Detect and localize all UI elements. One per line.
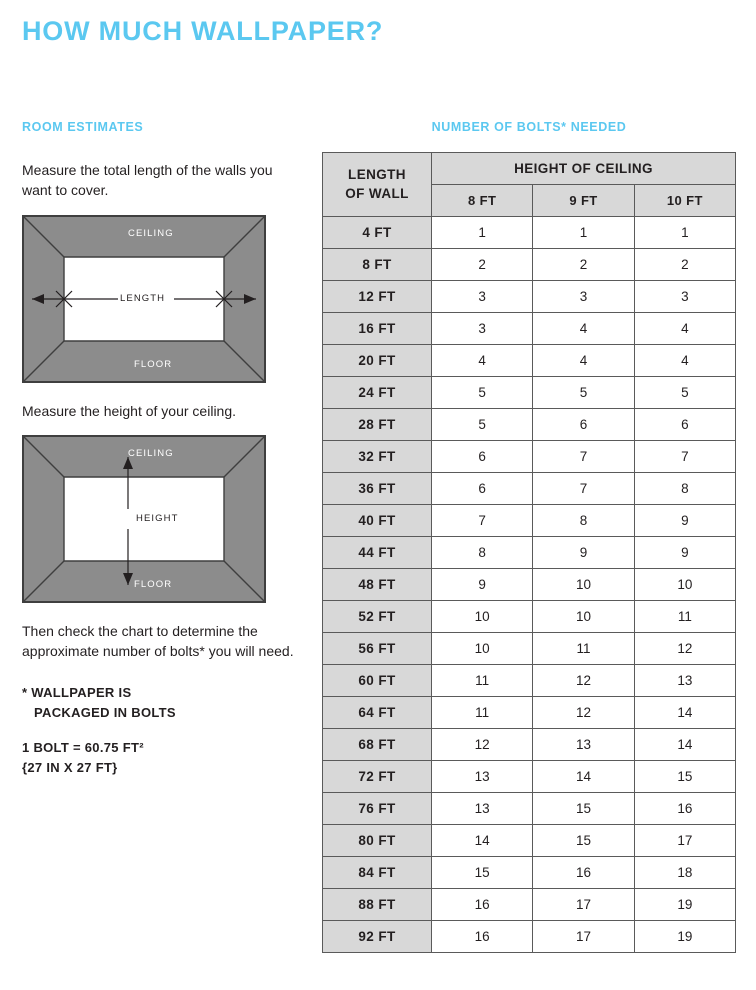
row-header: 84 FT [323,857,432,889]
bolts-chart-section [322,120,736,953]
cell-10ft: 2 [634,249,735,281]
table-header-row-1 [323,153,736,185]
row-header: 36 FT [323,473,432,505]
cell-10ft: 14 [634,697,735,729]
bolts-chart-heading: NUMBER OF BOLTS* NEEDED [431,120,627,134]
cell-10ft: 4 [634,313,735,345]
table-row [323,569,736,601]
cell-10ft: 19 [634,921,735,953]
column-header-9ft: 9 FT [533,185,634,217]
cell-8ft: 16 [432,889,533,921]
cell-10ft: 15 [634,761,735,793]
table-row [323,409,736,441]
cell-8ft: 14 [432,825,533,857]
cell-10ft: 10 [634,569,735,601]
instruction-measure-length: Measure the total length of the walls you want to cover. [22,162,273,199]
cell-8ft: 10 [432,633,533,665]
cell-10ft: 9 [634,537,735,569]
row-header: 16 FT [323,313,432,345]
table-row [323,505,736,537]
cell-9ft: 14 [533,761,634,793]
cell-8ft: 13 [432,761,533,793]
cell-8ft: 15 [432,857,533,889]
footnote-title [22,683,294,722]
cell-8ft: 4 [432,345,533,377]
diagram-length-floor-label: FLOOR [134,358,173,370]
table-row [323,281,736,313]
row-header: 68 FT [323,729,432,761]
table-row [323,249,736,281]
table-row [323,633,736,665]
cell-8ft: 3 [432,313,533,345]
cell-9ft: 3 [533,281,634,313]
cell-10ft: 18 [634,857,735,889]
row-header: 88 FT [323,889,432,921]
table-row [323,761,736,793]
cell-8ft: 1 [432,217,533,249]
diagram-height-floor-label: FLOOR [134,578,173,590]
room-estimates-section [22,120,294,777]
table-corner-header [323,153,432,217]
cell-10ft: 11 [634,601,735,633]
row-header: 56 FT [323,633,432,665]
footnote-line-1: * WALLPAPER IS [22,685,132,701]
cell-9ft: 10 [533,601,634,633]
column-group-header: HEIGHT OF CEILING [432,153,736,185]
row-header: 32 FT [323,441,432,473]
cell-8ft: 12 [432,729,533,761]
cell-9ft: 12 [533,665,634,697]
table-row [323,921,736,953]
footnote-line-3: 1 BOLT = 60.75 FT² [22,740,144,756]
cell-8ft: 3 [432,281,533,313]
cell-9ft: 16 [533,857,634,889]
cell-9ft: 13 [533,729,634,761]
cell-10ft: 1 [634,217,735,249]
row-header: 4 FT [323,217,432,249]
row-header: 64 FT [323,697,432,729]
footnote-block [22,683,294,777]
cell-8ft: 5 [432,377,533,409]
cell-10ft: 8 [634,473,735,505]
cell-10ft: 7 [634,441,735,473]
row-header: 28 FT [323,409,432,441]
table-row [323,697,736,729]
corner-header-line-1: LENGTH [348,167,406,183]
cell-9ft: 7 [533,441,634,473]
cell-9ft: 12 [533,697,634,729]
row-header: 20 FT [323,345,432,377]
cell-10ft: 16 [634,793,735,825]
table-row [323,889,736,921]
cell-8ft: 16 [432,921,533,953]
row-header: 44 FT [323,537,432,569]
table-row [323,441,736,473]
row-header: 76 FT [323,793,432,825]
instruction-measure-height: Measure the height of your ceiling. [22,402,237,419]
row-header: 52 FT [323,601,432,633]
cell-9ft: 1 [533,217,634,249]
bolts-table [322,152,736,953]
room-diagram-height [22,435,266,603]
row-header: 40 FT [323,505,432,537]
cell-9ft: 8 [533,505,634,537]
table-row [323,377,736,409]
instruction-check-chart: Then check the chart to determine the approximate number of bolts* you will need. [22,622,294,660]
table-row [323,601,736,633]
cell-10ft: 4 [634,345,735,377]
table-row [323,537,736,569]
cell-8ft: 11 [432,697,533,729]
footnote-line-4: {27 IN X 27 FT} [22,759,118,775]
cell-10ft: 17 [634,825,735,857]
table-row [323,345,736,377]
diagram-length-ceiling-label: CEILING [128,227,174,239]
cell-9ft: 7 [533,473,634,505]
room-estimates-heading: ROOM ESTIMATES [22,120,144,134]
cell-10ft: 13 [634,665,735,697]
cell-8ft: 9 [432,569,533,601]
row-header: 80 FT [323,825,432,857]
row-header: 72 FT [323,761,432,793]
cell-10ft: 19 [634,889,735,921]
cell-9ft: 6 [533,409,634,441]
cell-10ft: 6 [634,409,735,441]
cell-9ft: 15 [533,793,634,825]
row-header: 12 FT [323,281,432,313]
cell-8ft: 7 [432,505,533,537]
cell-9ft: 4 [533,345,634,377]
cell-9ft: 15 [533,825,634,857]
cell-9ft: 5 [533,377,634,409]
diagram-height-ceiling-label: CEILING [128,447,174,459]
cell-9ft: 9 [533,537,634,569]
diagram-height-measure-label: HEIGHT [136,512,179,524]
table-row [323,665,736,697]
cell-8ft: 10 [432,601,533,633]
cell-9ft: 17 [533,889,634,921]
cell-10ft: 14 [634,729,735,761]
row-header: 8 FT [323,249,432,281]
cell-9ft: 4 [533,313,634,345]
table-row [323,825,736,857]
column-header-10ft: 10 FT [634,185,735,217]
table-row [323,473,736,505]
page-title: HOW MUCH WALLPAPER? [22,16,384,46]
row-header: 48 FT [323,569,432,601]
cell-10ft: 5 [634,377,735,409]
cell-8ft: 2 [432,249,533,281]
cell-10ft: 12 [634,633,735,665]
table-row [323,857,736,889]
cell-10ft: 3 [634,281,735,313]
diagram-length-measure-label: LENGTH [120,292,166,304]
cell-8ft: 11 [432,665,533,697]
corner-header-line-2: OF WALL [345,185,409,201]
cell-9ft: 17 [533,921,634,953]
cell-9ft: 11 [533,633,634,665]
cell-10ft: 9 [634,505,735,537]
cell-9ft: 2 [533,249,634,281]
cell-8ft: 6 [432,441,533,473]
cell-8ft: 6 [432,473,533,505]
cell-8ft: 5 [432,409,533,441]
row-header: 60 FT [323,665,432,697]
cell-8ft: 8 [432,537,533,569]
table-row [323,793,736,825]
table-row [323,313,736,345]
table-row [323,729,736,761]
bolts-table-body [323,153,736,953]
column-header-8ft: 8 FT [432,185,533,217]
row-header: 92 FT [323,921,432,953]
row-header: 24 FT [323,377,432,409]
footnote-line-2: PACKAGED IN BOLTS [34,704,176,720]
table-row [323,217,736,249]
room-diagram-length [22,215,266,383]
cell-8ft: 13 [432,793,533,825]
cell-9ft: 10 [533,569,634,601]
